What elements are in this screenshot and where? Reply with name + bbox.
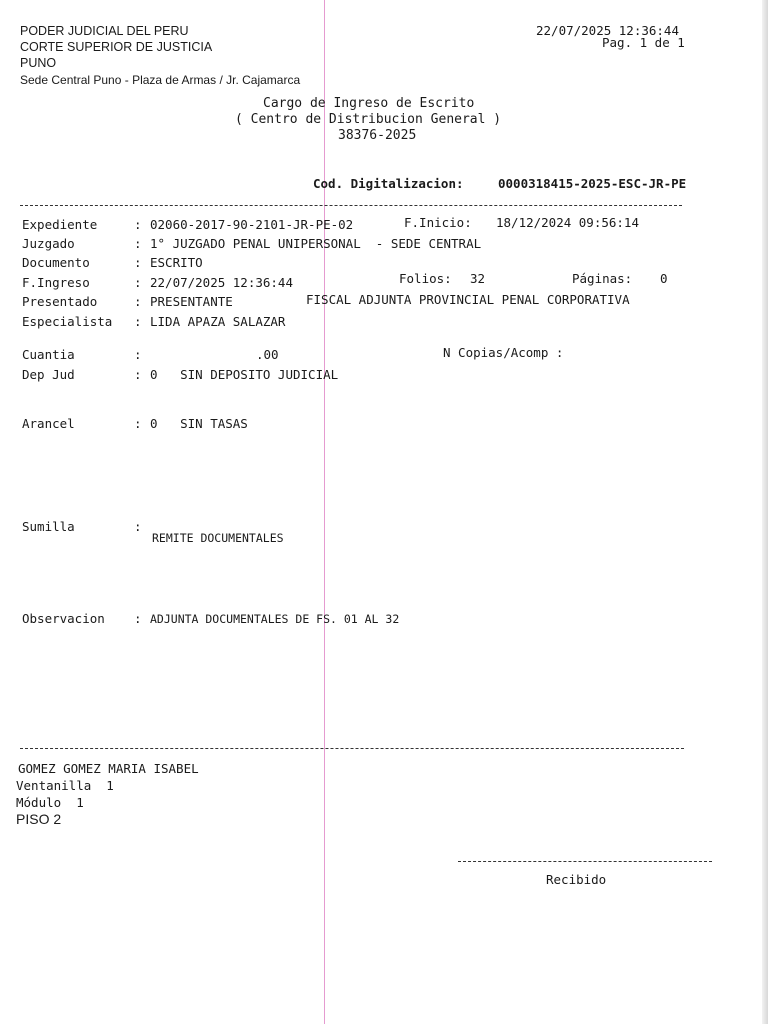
page-counter: Pag. 1 de 1 xyxy=(602,35,685,50)
row-presentado: Presentado : PRESENTANTE xyxy=(22,294,233,309)
row-cuantia: Cuantia : xyxy=(22,347,142,362)
presentado-value: PRESENTANTE xyxy=(150,294,233,309)
juzgado-label: Juzgado xyxy=(22,236,75,251)
row-expediente: Expediente : 02060-2017-90-2101-JR-PE-02 xyxy=(22,217,354,232)
header-datetime: 22/07/2025 12:36:44 xyxy=(536,23,679,38)
presentado-extra: FISCAL ADJUNTA PROVINCIAL PENAL CORPORATIVA xyxy=(306,292,630,307)
especialista-value: LIDA APAZA SALAZAR xyxy=(150,314,286,329)
signature-line xyxy=(458,861,712,862)
expediente-value: 02060-2017-90-2101-JR-PE-02 xyxy=(150,217,354,232)
doc-number: 38376-2025 xyxy=(338,128,417,143)
paginas-label: Páginas: xyxy=(572,271,633,286)
folios-label: Folios: xyxy=(399,271,452,286)
expediente-label: Expediente xyxy=(22,217,98,232)
row-especialista: Especialista : LIDA APAZA SALAZAR xyxy=(22,314,286,329)
arancel-value: 0 SIN TASAS xyxy=(150,416,248,431)
cuantia-label: Cuantia xyxy=(22,347,75,362)
footer-name: GOMEZ GOMEZ MARIA ISABEL xyxy=(18,761,199,776)
divider-bottom xyxy=(20,748,684,749)
org-line-3: PUNO xyxy=(20,56,57,70)
paginas-value: 0 xyxy=(660,271,668,286)
sumilla-label: Sumilla xyxy=(22,519,75,534)
cuantia-value: .00 xyxy=(256,347,279,362)
scan-edge xyxy=(762,0,768,1024)
documento-value: ESCRITO xyxy=(150,255,203,270)
row-documento: Documento : ESCRITO xyxy=(22,255,203,270)
finicio-label: F.Inicio: xyxy=(404,215,472,230)
observacion-value: ADJUNTA DOCUMENTALES DE FS. 01 AL 32 xyxy=(150,612,400,626)
org-line-1: PODER JUDICIAL DEL PERU xyxy=(20,24,189,38)
sumilla-value: REMITE DOCUMENTALES xyxy=(152,531,284,545)
juzgado-value: 1° JUZGADO PENAL UNIPERSONAL - SEDE CENTRAL xyxy=(150,236,482,251)
arancel-label: Arancel xyxy=(22,416,75,431)
observacion-label: Observacion xyxy=(22,611,105,626)
depjud-value: 0 SIN DEPOSITO JUDICIAL xyxy=(150,367,339,382)
row-juzgado: Juzgado : 1° JUZGADO PENAL UNIPERSONAL - SEDE CENTRAL xyxy=(22,236,482,251)
fingreso-value: 22/07/2025 12:36:44 xyxy=(150,275,293,290)
row-fingreso: F.Ingreso : 22/07/2025 12:36:44 xyxy=(22,275,293,290)
recibido-label: Recibido xyxy=(546,872,607,887)
divider-top xyxy=(20,205,682,206)
depjud-label: Dep Jud xyxy=(22,367,75,382)
org-line-2: CORTE SUPERIOR DE JUSTICIA xyxy=(20,40,213,54)
footer-ventanilla: Ventanilla 1 xyxy=(16,778,114,793)
row-observacion: Observacion : ADJUNTA DOCUMENTALES DE FS. 01 AL 32 xyxy=(22,611,400,626)
row-depjud: Dep Jud : 0 SIN DEPOSITO JUDICIAL xyxy=(22,367,339,382)
org-line-4: Sede Central Puno - Plaza de Armas / Jr. Cajamarca xyxy=(20,73,301,87)
digitalizacion-value: 0000318415-2025-ESC-JR-PE xyxy=(498,176,687,191)
row-arancel: Arancel : 0 SIN TASAS xyxy=(22,416,248,431)
finicio-value: 18/12/2024 09:56:14 xyxy=(496,215,639,230)
doc-subtitle: ( Centro de Distribucion General ) xyxy=(235,112,502,127)
footer-piso: PISO 2 xyxy=(16,811,62,827)
folios-value: 32 xyxy=(470,271,486,286)
copias-label: N Copias/Acomp : xyxy=(443,345,564,360)
documento-label: Documento xyxy=(22,255,90,270)
digitalizacion-label: Cod. Digitalizacion: xyxy=(313,176,464,191)
doc-title: Cargo de Ingreso de Escrito xyxy=(263,96,475,111)
scan-artifact-line xyxy=(324,0,325,1024)
row-sumilla: Sumilla : xyxy=(22,519,142,534)
especialista-label: Especialista xyxy=(22,314,113,329)
presentado-label: Presentado xyxy=(22,294,98,309)
fingreso-label: F.Ingreso xyxy=(22,275,90,290)
footer-modulo: Módulo 1 xyxy=(16,795,84,810)
